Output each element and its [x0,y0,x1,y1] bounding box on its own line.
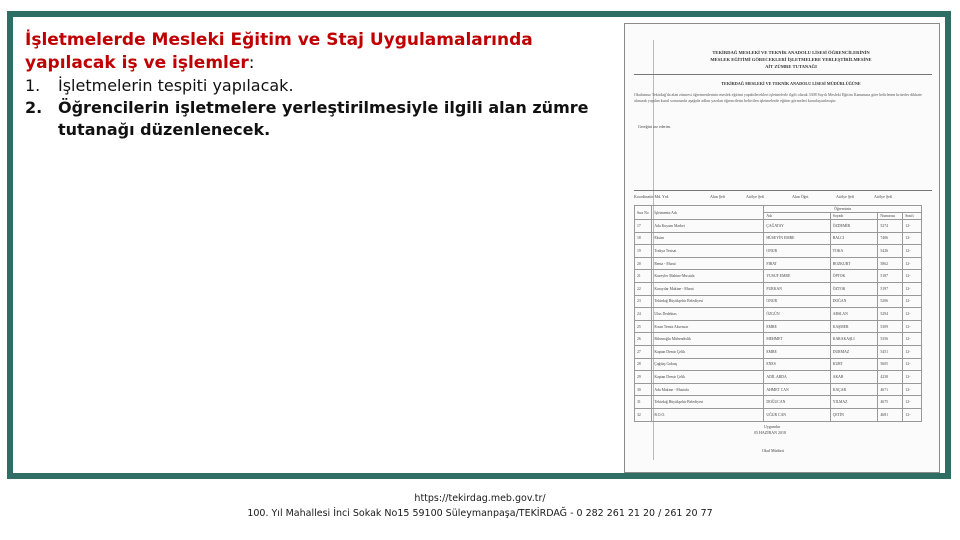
row-numara: 5451 [878,345,903,358]
row-no: 19 [635,245,652,258]
row-soyad: TOKA [830,245,878,258]
table-row [635,358,922,371]
row-ad: ONUR [764,295,830,308]
table-header-row [635,206,922,213]
row-numara: 7406 [878,232,903,245]
document-closing: Gereğini arz ederim. [638,124,671,129]
footer-url: https://tekirdag.meb.gov.tr/ [414,493,546,504]
row-ad: ENES [764,358,830,371]
row-numara: 5187 [878,270,903,283]
table-row [635,320,922,333]
row-numara: 5206 [878,295,903,308]
row-no: 28 [635,358,652,371]
row-firm: B.O.O. [652,408,764,421]
row-no: 29 [635,371,652,384]
list-item [25,75,615,97]
row-firm: Ada Makine - Mustafa [652,383,764,396]
row-sinif: 12- [903,257,922,270]
row-soyad: DURMAZ [830,345,878,358]
row-firm: Ulus Dedektas [652,308,764,321]
row-sinif: 12- [903,333,922,346]
list-item-number: 1. [25,76,41,95]
header-ad: Adı [764,213,830,220]
row-ad: YUSUF EMRE [764,270,830,283]
row-numara: 5862 [878,257,903,270]
row-firm: Bilsenoğlu Mühendislik [652,333,764,346]
header-numara: Numarası [878,213,903,220]
slide-title [25,29,615,75]
document-header-line: AİT ZÜMRE TUTANAĞI [765,64,817,69]
row-ad: ÇAĞATAY [764,220,830,233]
document-body [634,40,927,460]
row-soyad: ARSLAN [830,308,878,321]
row-numara: 4671 [878,383,903,396]
table-row [635,408,922,421]
row-ad: FURKAN [764,282,830,295]
row-numara: 5356 [878,333,903,346]
row-soyad: KAÇAR [830,383,878,396]
row-soyad: DOĞAN [830,295,878,308]
table-row [635,245,922,258]
header-no: Sıra No [635,206,652,220]
row-soyad: ÖZDEMİR [830,220,878,233]
row-firm: Ada Kuyum Market [652,220,764,233]
row-sinif: 12- [903,358,922,371]
approval-date: 05 HAZİRAN 2018 [754,430,786,435]
signatory: Koordinatör Md. Yrd. [634,194,670,199]
table-row [635,270,922,283]
header-student: Öğrencinin [764,206,922,213]
row-no: 20 [635,257,652,270]
row-firm: Kaptan Demir Çelik [652,371,764,384]
row-ad: FIRAT [764,257,830,270]
row-firm: Ersan Temiz Aksesuar [652,320,764,333]
row-numara: 5426 [878,245,903,258]
row-sinif: 12- [903,308,922,321]
row-no: 18 [635,232,652,245]
table-row [635,371,922,384]
row-sinif: 12- [903,295,922,308]
document-header-line: MESLEK EĞİTİMİ GÖRECEKLERİ İŞLETMELERE YERLEŞTİRİLMESİNE [710,57,872,62]
signatory: Atölye Şefi [746,194,765,199]
row-no: 27 [635,345,652,358]
row-soyad: BOZKURT [830,257,878,270]
slide-title-colon: : [248,53,255,73]
row-ad: AHMET CAN [764,383,830,396]
table-row [635,383,922,396]
row-numara: 5274 [878,220,903,233]
row-no: 26 [635,333,652,346]
row-firm: Tekirdağ Büyükşehir Belediyesi [652,295,764,308]
row-no: 23 [635,295,652,308]
row-ad: EMRE [764,345,830,358]
row-no: 17 [635,220,652,233]
row-sinif: 12- [903,320,922,333]
signatory: Atölye Şefi [874,194,893,199]
row-soyad: ÖZTOK [830,282,878,295]
row-numara: 5605 [878,358,903,371]
row-no: 22 [635,282,652,295]
row-soyad: ÇETİN [830,408,878,421]
divider [634,74,932,75]
row-sinif: 12- [903,282,922,295]
row-soyad: YILMAZ [830,396,878,409]
row-firm: Tekirdağ Büyükşehir Belediyesi [652,396,764,409]
table-row [635,295,922,308]
row-no: 31 [635,396,652,409]
row-ad: HÜSEYİN EMRE [764,232,830,245]
row-soyad: AKAR [830,371,878,384]
row-soyad: KARAKAŞLI [830,333,878,346]
row-ad: DOĞUCAN [764,396,830,409]
signatory: Alan Öğrt. [792,194,810,199]
row-sinif: 12- [903,408,922,421]
row-soyad: KURT [830,358,878,371]
row-numara: 5294 [878,308,903,321]
student-placement-table [634,205,922,422]
header-firm: İşletmenin Adı [652,206,764,220]
row-firm: Kuzeyler Makine-Mustafa [652,270,764,283]
divider [634,190,932,191]
row-sinif: 12- [903,232,922,245]
row-firm: Çağdaş Gıdaaş [652,358,764,371]
row-numara: 5309 [878,320,903,333]
table-row [635,308,922,321]
slide-frame [7,11,951,479]
header-soyad: Soyadı [830,213,878,220]
table-row [635,232,922,245]
table-row [635,257,922,270]
row-numara: 5197 [878,282,903,295]
row-no: 30 [635,383,652,396]
row-ad: EMRE [764,320,830,333]
row-ad: MEHMET [764,333,830,346]
table-row [635,333,922,346]
row-sinif: 12- [903,220,922,233]
list-item [25,97,615,141]
row-sinif: 12- [903,245,922,258]
row-sinif: 12- [903,270,922,283]
row-soyad: BALCI [830,232,878,245]
row-sinif: 12- [903,371,922,384]
principal-title: Okul Müdürü [762,448,784,453]
row-firm: Trakya Tesisat [652,245,764,258]
table-body [635,220,922,422]
row-numara: 4675 [878,396,903,409]
row-sinif: 12- [903,396,922,409]
row-ad: UĞUR CAN [764,408,830,421]
row-no: 25 [635,320,652,333]
footer-address: 100. Yıl Mahallesi İnci Sokak No15 59100 Süleymanpaşa/TEKİRDAĞ - 0 282 261 21 20 / 261 20 77 [247,508,713,519]
table-row [635,345,922,358]
row-firm: Eksim [652,232,764,245]
row-sinif: 12- [903,383,922,396]
row-soyad: ÖPTOK [830,270,878,283]
row-ad: ADİL ARDA [764,371,830,384]
list-item-number: 2. [25,98,43,117]
table-row [635,220,922,233]
row-numara: 4238 [878,371,903,384]
list-item-text: İşletmelerin tespiti yapılacak. [58,76,294,95]
signatory: Atölye Şefi [836,194,855,199]
row-firm: Renta - Murat [652,257,764,270]
document-addressee: TEKİRDAĞ MESLEKİ VE TEKNİK ANADOLU LİSESİ MÜDÜRLÜĞÜNE [721,81,861,86]
document-header-line: TEKİRDAĞ MESLEKİ VE TEKNİK ANADOLU LİSESİ ÖĞRENCİLERİNİN [712,50,870,55]
header-sinif: Sınıfı [903,213,922,220]
document-paragraph: Okulumuz Tekirdağ'da alan zümresi öğretmenlerinin meslek eğitimi yapabilecekleri işletmelerle ilgili olarak 3308 Sayılı Mesleki Eğitim Kanununa göre belirlenen kriterler dikkate alınarak yapılan kurul sonucunda aşağıda adları yazılan öğrencilerin belirtilen işletmelerde eğitim görmeleri kararlaştırılmıştır. [634,92,922,103]
row-firm: Kaptan Demir Çelik [652,345,764,358]
table-row [635,282,922,295]
row-no: 21 [635,270,652,283]
table-row [635,396,922,409]
slide-text [25,29,615,141]
row-no: 32 [635,408,652,421]
row-no: 24 [635,308,652,321]
list-item-text: Öğrencilerin işletmelere yerleştirilmesiyle ilgili alan zümre tutanağı düzenlenecek. [58,98,589,139]
row-sinif: 12- [903,345,922,358]
row-ad: ONUR [764,245,830,258]
scanned-document [624,23,940,473]
signatory: Alan Şefi [710,194,726,199]
approval-text: Uygundur [764,424,781,429]
row-firm: Karayılar Makine - Murat [652,282,764,295]
row-ad: ÖZGÜN [764,308,830,321]
row-numara: 4681 [878,408,903,421]
slide-title-text: İşletmelerde Mesleki Eğitim ve Staj Uygulamalarında yapılacak iş ve işlemler [25,30,533,73]
row-soyad: KAŞMER [830,320,878,333]
